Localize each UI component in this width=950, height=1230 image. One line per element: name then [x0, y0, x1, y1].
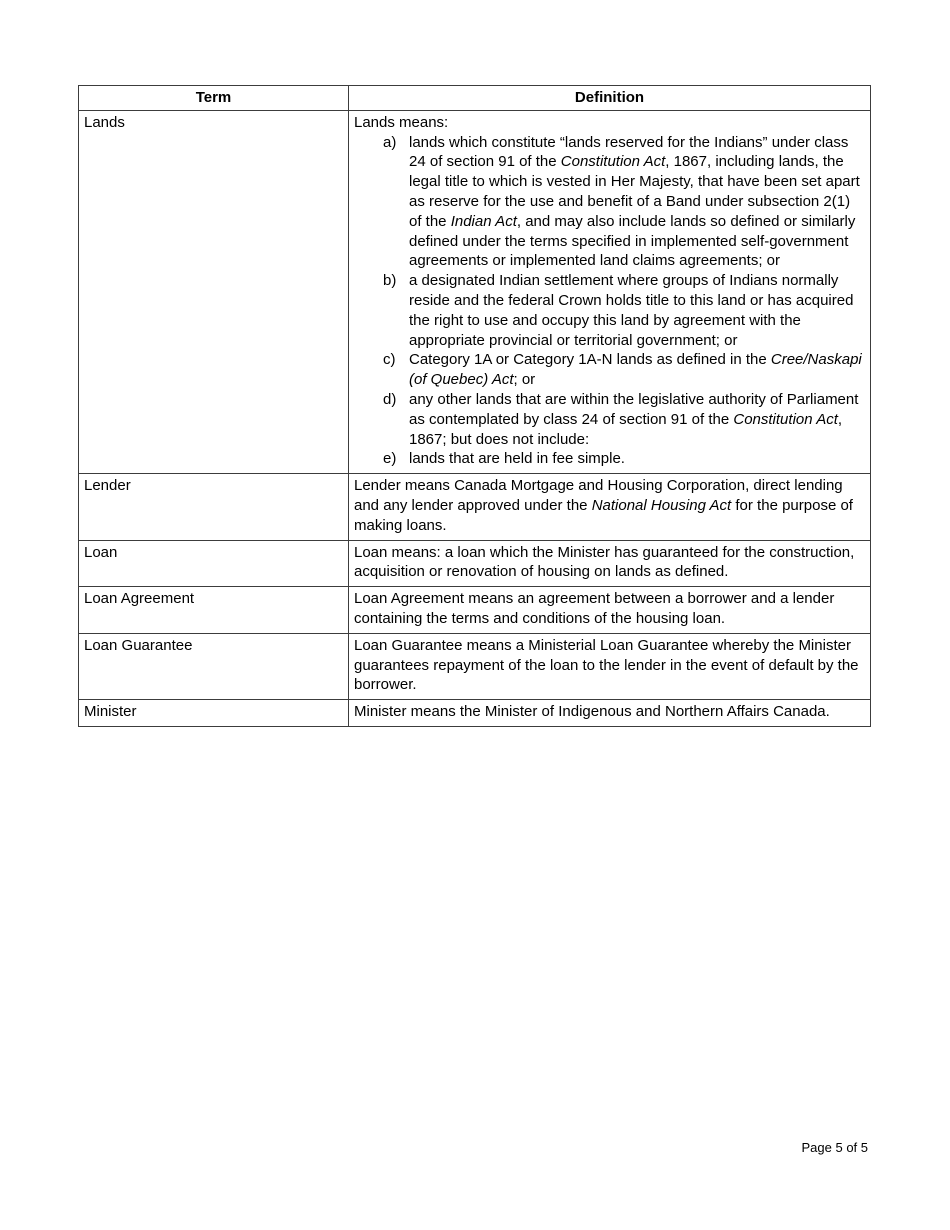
table-row — [79, 700, 871, 727]
table-row — [79, 540, 871, 587]
term-cell: Minister — [79, 700, 349, 727]
term-cell: Lender — [79, 474, 349, 540]
definitions-table — [78, 85, 871, 727]
column-header-definition: Definition — [349, 86, 871, 111]
table-row — [79, 587, 871, 634]
list-item-text: a designated Indian settlement where groups of Indians normally reside and the federal Crown holds title to this land or has acquired the right to use and occupy this land by agreement with the appropriate provincial or territorial government; or — [409, 272, 854, 349]
definition-list-item — [354, 350, 865, 390]
page-number: Page 5 of 5 — [801, 1140, 868, 1155]
definition-paragraph: Minister means the Minister of Indigenous and Northern Affairs Canada. — [354, 703, 830, 721]
definition-list-item — [354, 271, 865, 350]
table-row — [79, 110, 871, 473]
definition-cell — [349, 633, 871, 699]
list-item-text: lands that are held in fee simple. — [409, 450, 625, 468]
definition-cell — [349, 587, 871, 634]
table-header-row — [79, 86, 871, 111]
term-cell: Loan — [79, 540, 349, 587]
column-header-term: Term — [79, 86, 349, 111]
definition-paragraph: Loan means: a loan which the Minister has guaranteed for the construction, acquisition or renovation of housing on lands as defined. — [354, 543, 855, 581]
definition-cell — [349, 540, 871, 587]
definition-list-item — [354, 390, 865, 449]
definition-paragraph: Lender means Canada Mortgage and Housing Corporation, direct lending and any lender approved under the National Housing Act for the purpose of making loans. — [354, 477, 853, 534]
term-cell: Loan Agreement — [79, 587, 349, 634]
list-item-letter: a) — [383, 133, 397, 151]
term-cell: Loan Guarantee — [79, 633, 349, 699]
table-row — [79, 633, 871, 699]
definition-cell — [349, 700, 871, 727]
list-item-letter: e) — [383, 450, 397, 468]
definition-cell — [349, 110, 871, 473]
list-item-text: Category 1A or Category 1A-N lands as defined in the Cree/Naskapi (of Quebec) Act; or — [409, 351, 862, 389]
definition-paragraph: Loan Guarantee means a Ministerial Loan Guarantee whereby the Minister guarantees repayment of the loan to the lender in the event of default by the borrower. — [354, 636, 859, 694]
list-item-letter: c) — [383, 351, 396, 369]
definition-paragraph: Loan Agreement means an agreement between a borrower and a lender containing the terms and conditions of the housing loan. — [354, 590, 835, 627]
definition-paragraph: Lands means: — [354, 113, 449, 131]
list-item-letter: b) — [383, 272, 397, 290]
list-item-text: any other lands that are within the legislative authority of Parliament as contemplated by class 24 of section 91 of the Constitution Act, 1867; but does not include: — [409, 390, 859, 448]
table-body — [79, 110, 871, 726]
list-item-text: lands which constitute “lands reserved for the Indians” under class 24 of section 91 of the Constitution Act, 1867, including lands, the legal title to which is vested in Her Majesty, that have been set apart as reserve for the use and benefit of a Band under subsection 2(1) of the Indian Act, and may also include lands so defined or similarly defined under the terms specified in implemented self-government agreements or implemented land claims agreements; or — [409, 133, 860, 270]
definition-cell — [349, 474, 871, 540]
table-row — [79, 474, 871, 540]
list-item-letter: d) — [383, 390, 397, 408]
definition-list-item — [354, 449, 865, 469]
definition-list-item — [354, 133, 865, 272]
term-cell: Lands — [79, 110, 349, 473]
